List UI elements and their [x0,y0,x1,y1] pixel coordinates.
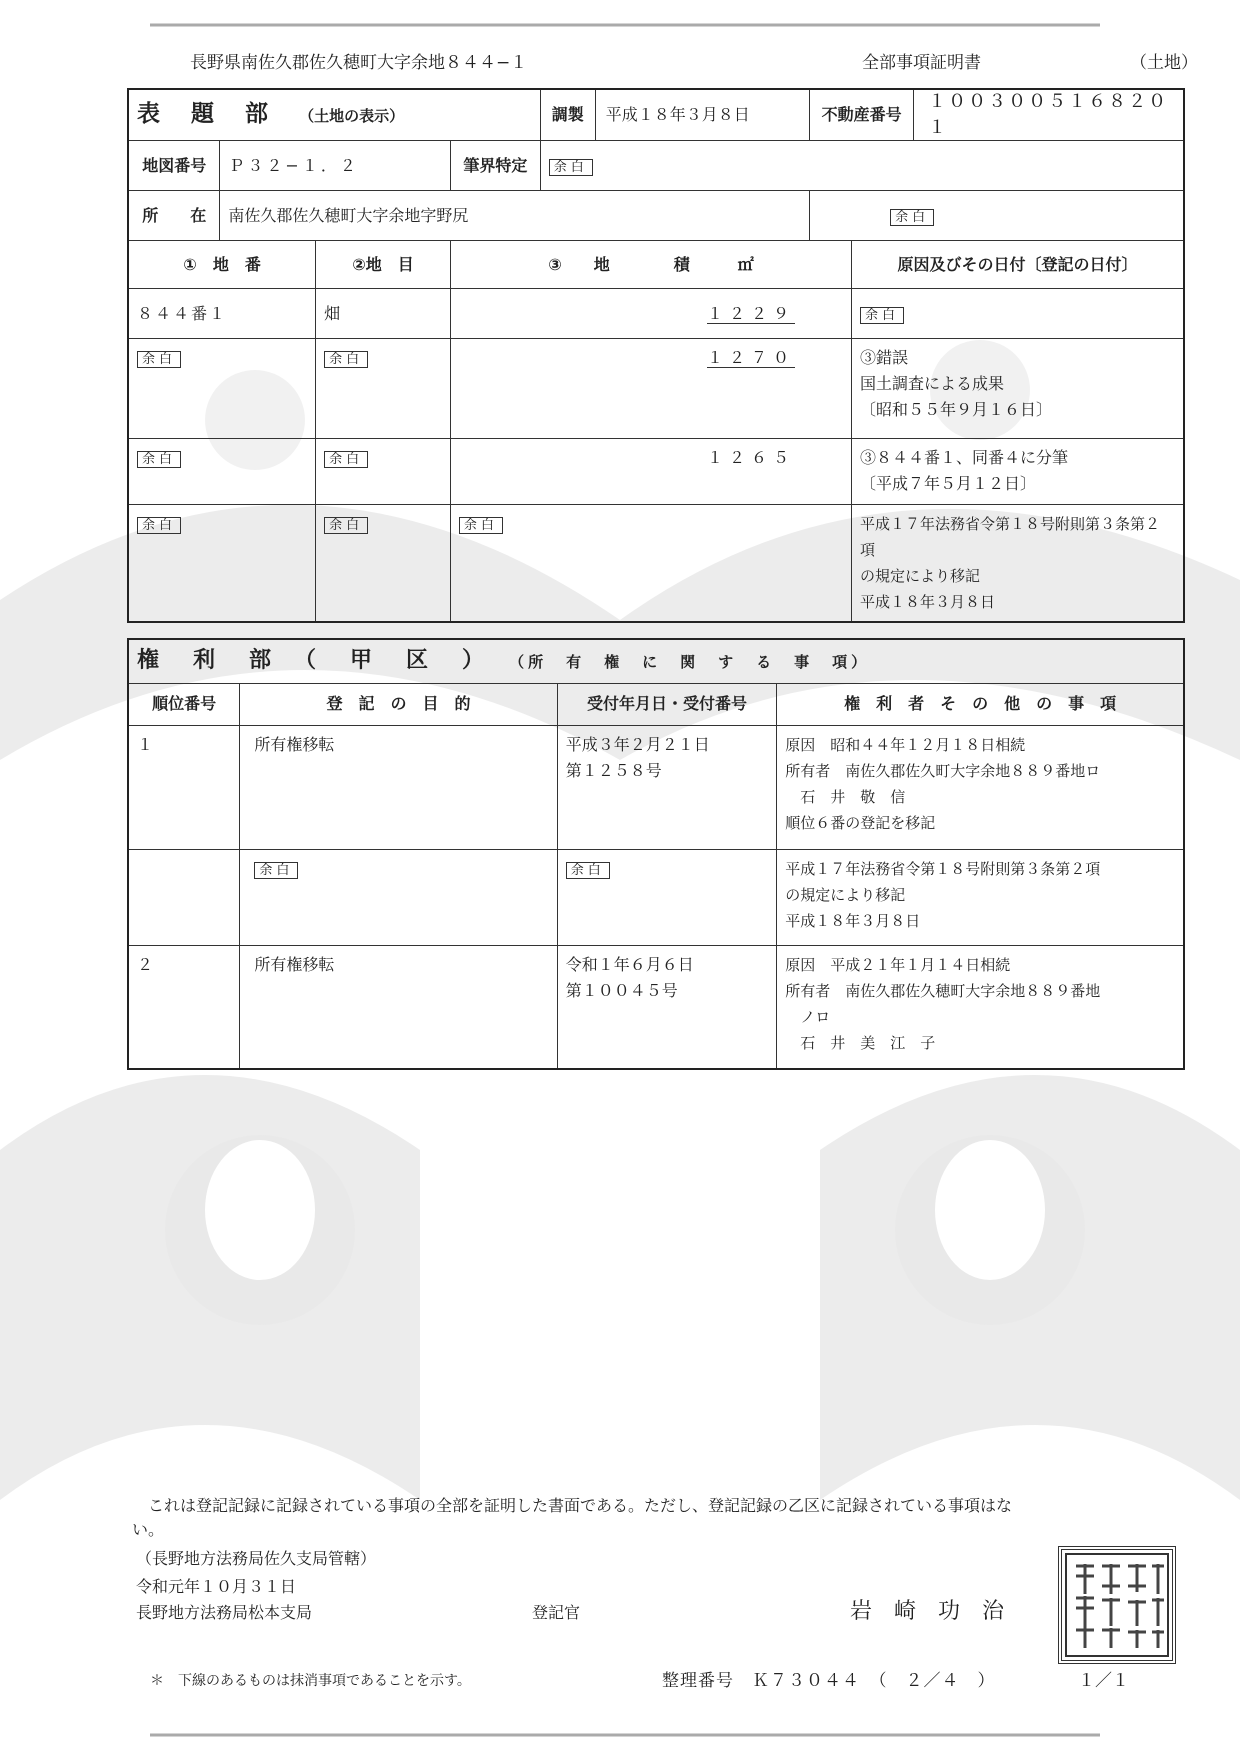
entry1-line4: 順位６番の登記を移記 [785,813,936,832]
officer-label: 登記官 [532,1603,581,1622]
blank-mark: 余白 [324,451,368,468]
rights-section-subtitle: （所 有 権 に 関 す る 事 項） [509,652,871,671]
col-rank: 順位番号 [128,683,240,725]
col-area: ③ 地 積 ㎡ [450,241,851,289]
row1-category: 畑 [316,289,451,339]
col-land-category: ②地 目 [316,241,451,289]
document-title: 全部事項証明書 [862,53,981,73]
issue-date: 令和元年１０月３１日 [136,1577,297,1596]
entry-transfer-line1: 平成１７年法務省令第１８号附則第３条第２項 [785,859,1101,878]
rights-section-title: 権 利 部 （ 甲 区 ） [137,647,491,673]
entry1-date: 平成３年２月２１日 [565,734,710,754]
reference-number: 整理番号 Ｋ７３０４４ （ ２／４ ） [662,1671,996,1691]
row1-lot: ８４４番１ [128,289,316,339]
certification-statement [132,1494,1192,1542]
title-section-title: 表 題 部 [137,101,272,127]
property-number-value: １００３００５１６８２０１ [928,91,1169,138]
prepared-date: 平成１８年３月８日 [605,105,750,124]
strikethrough-note: ＊ 下線のあるものは抹消事項であることを示す。 [150,1673,471,1689]
entry1-line1: 原因 昭和４４年１２月１８日相続 [785,735,1026,754]
blank-mark: 余白 [137,517,181,534]
row4-cause-1: 平成１７年法務省令第１８号附則第３条第２項 [860,515,1161,559]
entry1-line2: 所有者 南佐久郡佐久町大字余地８８９番地ロ [785,761,1101,780]
rights-section-table [127,638,1185,1070]
entry-transfer-line3: 平成１８年３月８日 [785,911,921,930]
property-number-label: 不動産番号 [810,90,914,140]
property-location: 長野県南佐久郡佐久穂町大字余地８４４−１ [190,53,528,73]
boundary-label: 筆界特定 [450,141,540,191]
blank-mark: 余白 [324,517,368,534]
blank-mark: 余白 [137,351,181,368]
row2-cause-3: 〔昭和５５年９月１６日〕 [860,400,1053,419]
title-section-header [128,89,540,141]
issuing-office: 長野地方法務局松本支局 [136,1603,313,1622]
blank-mark: 余白 [566,862,610,879]
entry-transfer-line2: の規定により移記 [785,885,906,904]
official-seal [1058,1546,1176,1664]
row4-cause-2: の規定により移記 [860,567,981,585]
blank-mark: 余白 [459,517,503,534]
entry2-line1: 原因 平成２１年１月１４日相続 [785,955,1011,974]
row3-cause-1: ③８４４番１、同番４に分筆 [860,448,1069,467]
entry2-line4: 石 井 美 江 子 [785,1033,936,1052]
land-label: （土地） [1130,53,1198,73]
blank-mark: 余白 [890,209,934,226]
entry2-date: 令和１年６月６日 [565,954,694,974]
col-purpose: 登 記 の 目 的 [240,683,557,725]
row3-cause-2: 〔平成７年５月１２日〕 [860,474,1037,493]
jurisdiction: （長野地方法務局佐久支局管轄） [136,1549,377,1568]
map-number-label: 地図番号 [128,141,220,191]
entry2-rank: ２ [128,945,240,1069]
cert-line-1: これは登記記録に記録されている事項の全部を証明した書面である。ただし、登記記録の乙区に記録されている事項はな [132,1496,1013,1515]
prepared-cell [540,89,809,141]
row2-cause-2: 国土調査による成果 [860,374,1005,393]
officer-name: 岩 崎 功 治 [850,1599,1005,1624]
col-rights-holder: 権 利 者 そ の 他 の 事 項 [777,683,1184,725]
row2-cause-1: ③錯誤 [860,348,909,367]
row1-area: １２２９ [707,303,796,323]
blank-mark: 余白 [137,451,181,468]
title-section-table [127,88,1185,623]
map-number-value: Ｐ３２−１．２ [220,141,451,191]
col-cause: 原因及びその日付〔登記の日付〕 [852,241,1184,289]
row3-area: １２６５ [707,448,796,467]
page-number: １／１ [1078,1671,1129,1691]
seal-icon [1062,1550,1172,1660]
entry2-line3: ノロ [785,1007,831,1026]
col-lot-number: ① 地 番 [128,241,316,289]
title-section-subtitle: （土地の表示） [299,107,405,125]
location-label: 所 在 [128,191,220,241]
entry1-rank: １ [128,725,240,849]
entry1-line3: 石 井 敬 信 [785,787,906,806]
row2-area: １２７０ [707,348,796,367]
blank-mark: 余白 [860,307,904,324]
row4-cause-3: 平成１８年３月８日 [860,593,996,611]
prepared-label: 調製 [541,90,596,140]
col-receipt: 受付年月日・受付番号 [557,683,777,725]
entry1-purpose: 所有権移転 [240,725,557,849]
property-number-cell [810,89,1184,141]
entry2-number: 第１００４５号 [565,980,678,1000]
rights-section-header [128,639,1184,683]
entry1-number: 第１２５８号 [565,760,662,780]
cert-line-2: い。 [132,1520,165,1539]
blank-mark: 余白 [549,159,593,176]
entry2-line2: 所有者 南佐久郡佐久穂町大字余地８８９番地 [785,981,1101,1000]
location-value: 南佐久郡佐久穂町大字余地字野尻 [220,191,810,241]
entry2-purpose: 所有権移転 [240,945,557,1069]
blank-mark: 余白 [324,351,368,368]
blank-mark: 余白 [254,862,298,879]
